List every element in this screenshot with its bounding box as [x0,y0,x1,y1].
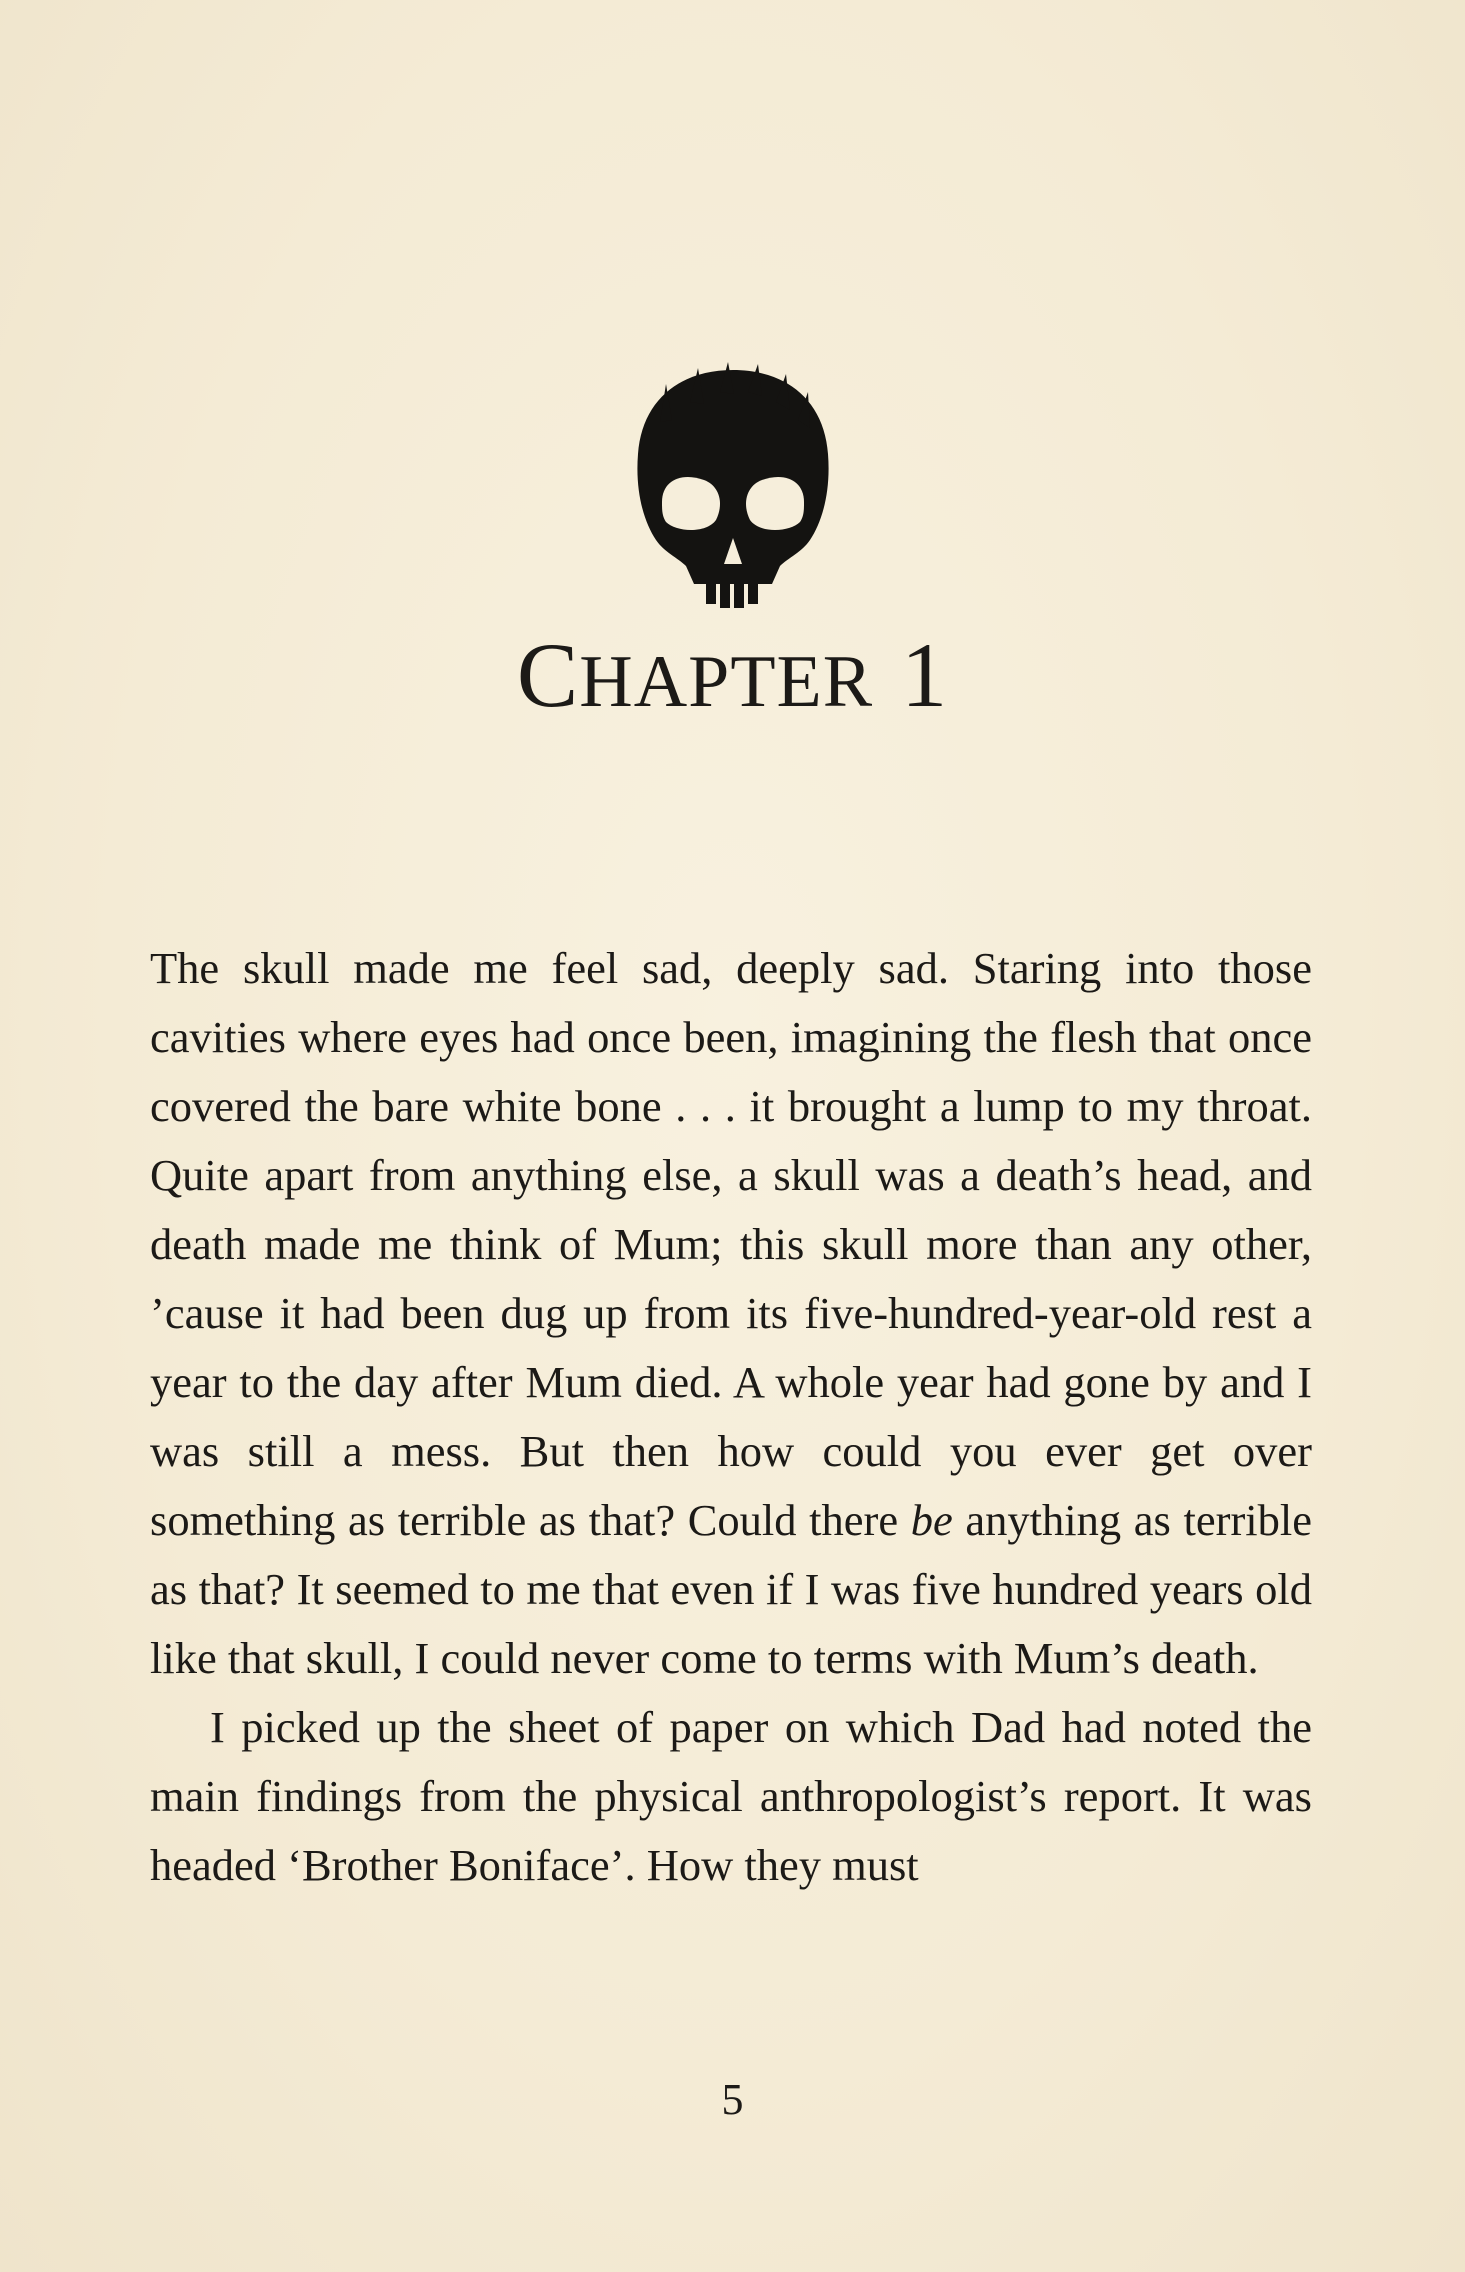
paragraph-1-italic: be [910,1495,953,1545]
skull-icon [620,362,846,612]
paragraph-2: I picked up the sheet of paper on which Dad had noted the main findings from the physical anthropologist’s report. It was headed ‘Brother Boniface’. How they must [150,1702,1312,1890]
paragraph-1 [150,934,1312,1693]
page-number: 5 [721,2075,744,2124]
chapter-number: 1 [901,624,949,726]
body-text [150,934,1312,1900]
chapter-label-rest: HAPTER [579,641,874,723]
paragraph-1-text-b: anything as terrible as that? It seemed to me that even if I was five hundred years old like that skull, I could never come to terms with Mum’s death. [150,1495,1312,1683]
chapter-label-initial: C [516,624,580,726]
chapter-heading [0,620,1465,737]
paragraph-1-text-a: The skull made me feel sad, deeply sad. Staring into those cavities where eyes had once been, imagining the flesh that once covered the bare white bone . . . it brought a lump to my throat. Quite apart from anything else, a skull was a death’s head, and death made me think of Mum; this skull more than any other, ’cause it had been dug up from its five-hundred-year-old rest a year to the day after Mum died. A whole year had gone by and I was still a mess. But then how could you ever get over something as terrible as that? Could there [150,943,1312,1545]
